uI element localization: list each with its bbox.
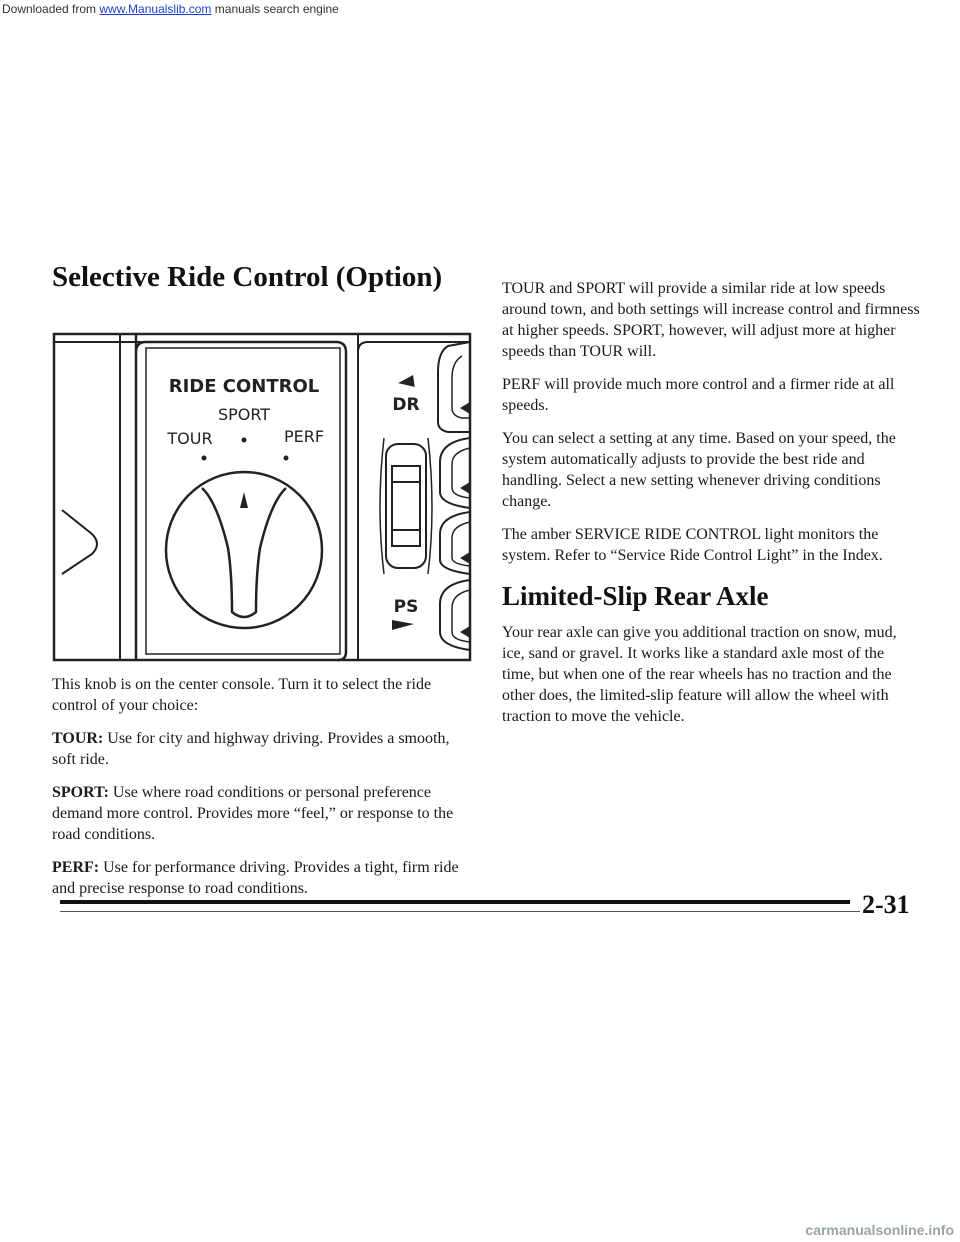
section-title: Selective Ride Control (Option): [52, 261, 443, 293]
dr-label: DR: [392, 395, 420, 415]
ride-control-label: RIDE CONTROL: [168, 376, 320, 397]
ride-control-diagram: [52, 312, 472, 664]
sport-paragraph: [52, 782, 472, 845]
limited-slip-paragraph: Your rear axle can give you additional traction on snow, mud, ice, sand or gravel. It works like a standard axle most of the time, but when one of the rear wheels has no traction and the other does, the limited-slip feature will allow the wheel with traction to move the vehicle.: [502, 624, 897, 725]
banner-prefix: Downloaded from: [2, 2, 100, 16]
intro-paragraph: This knob is on the center console. Turn it to select the ride control of your choice:: [52, 676, 432, 714]
sport-term: SPORT:: [52, 784, 109, 801]
page-number: 2-31: [862, 890, 910, 919]
tour-description: Use for city and highway driving. Provides a smooth, soft ride.: [52, 730, 450, 768]
ride-control-illustration: [52, 312, 472, 664]
left-column: [52, 260, 472, 911]
limited-slip-heading: Limited-Slip Rear Axle: [502, 581, 769, 611]
select-setting-paragraph: You can select a setting at any time. Based on your speed, the system automatically adjusts to provide the best ride and handling. Select a new setting whenever driving conditions change.: [502, 430, 896, 510]
watermark-text: carmanualsonline.info: [805, 1222, 954, 1238]
perf-label: PERF: [283, 427, 325, 446]
tour-term: TOUR:: [52, 730, 104, 747]
ps-label: PS: [393, 597, 419, 617]
perf-term: PERF:: [52, 859, 100, 876]
tour-paragraph: [52, 728, 472, 770]
download-banner: [0, 0, 960, 20]
right-column: [502, 278, 920, 739]
sport-description: Use where road conditions or personal preference demand more control. Provides more “feel,” or response to the road conditions.: [52, 784, 454, 843]
service-light-paragraph: The amber SERVICE RIDE CONTROL light monitors the system. Refer to “Service Ride Control Light” in the Index.: [502, 526, 883, 564]
perf-paragraph-2: PERF will provide much more control and a firmer ride at all speeds.: [502, 376, 895, 414]
perf-description: Use for performance driving. Provides a tight, firm ride and precise response to road conditions.: [52, 859, 459, 897]
watermark-bar: [0, 1222, 960, 1242]
tour-sport-paragraph: TOUR and SPORT will provide a similar ride at low speeds around town, and both settings will increase control and firmness at higher speeds. SPORT, however, will adjust more at higher speeds than TOUR will.: [502, 280, 920, 360]
manualslib-link[interactable]: www.Manualslib.com: [99, 2, 212, 16]
sport-label: SPORT: [217, 405, 271, 424]
perf-paragraph: [52, 857, 472, 899]
tour-label: TOUR: [167, 429, 213, 448]
banner-suffix: manuals search engine: [211, 2, 339, 16]
footer-rule: [60, 900, 850, 904]
left-body-text: [52, 674, 472, 899]
footer-rule-thin: [60, 911, 860, 912]
